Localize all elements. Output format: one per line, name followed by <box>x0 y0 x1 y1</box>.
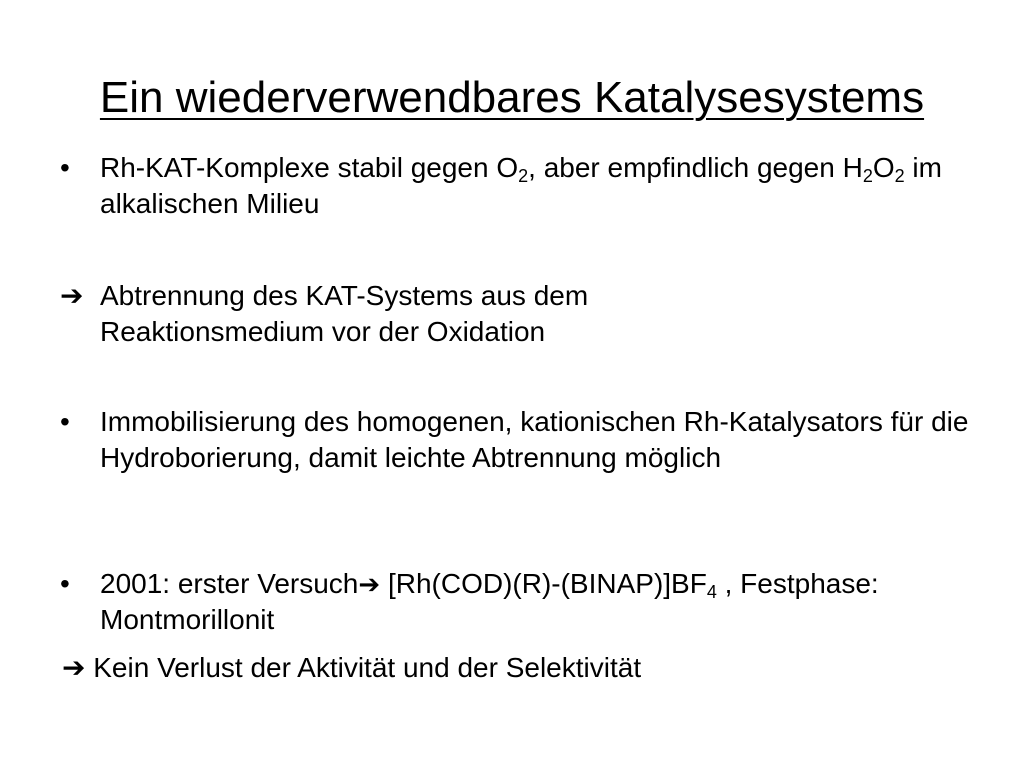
bullet-text: 2001: erster Versuch➔ $[Rh(COD)(R)-(BINAP)]BF_4$ , Festphase: Montmorillonit <box>100 568 879 635</box>
bullet-item <box>60 566 980 638</box>
arrow-item <box>62 650 942 686</box>
arrow-text: Kein Verlust der Aktivität und der Selektivität <box>93 652 642 683</box>
slide-title: Ein wiederverwendbares Katalysesystems <box>99 73 925 122</box>
bullet-text: Immobilisierung des homogenen, kationischen Rh-Katalysators für die Hydroborierung, damit leichte Abtrennung möglich <box>100 406 969 473</box>
bullet-icon: • <box>60 568 70 599</box>
arrow-right-icon: ➔ <box>358 569 381 599</box>
bullet-icon: • <box>60 152 70 183</box>
arrow-item <box>60 278 980 350</box>
arrow-right-icon: ➔ <box>60 280 84 311</box>
arrow-right-icon: ➔ <box>62 652 86 683</box>
bullet-item <box>60 404 980 476</box>
bullet-text: Rh-KAT-Komplexe stabil gegen $O_2$, aber empfindlich gegen $H_2O_2$ im alkalischen Milieu <box>100 152 942 219</box>
bullet-item <box>60 150 980 222</box>
arrow-text: Abtrennung des KAT-Systems aus dem Reaktionsmedium vor der Oxidation <box>100 280 589 347</box>
bullet-icon: • <box>60 406 70 437</box>
